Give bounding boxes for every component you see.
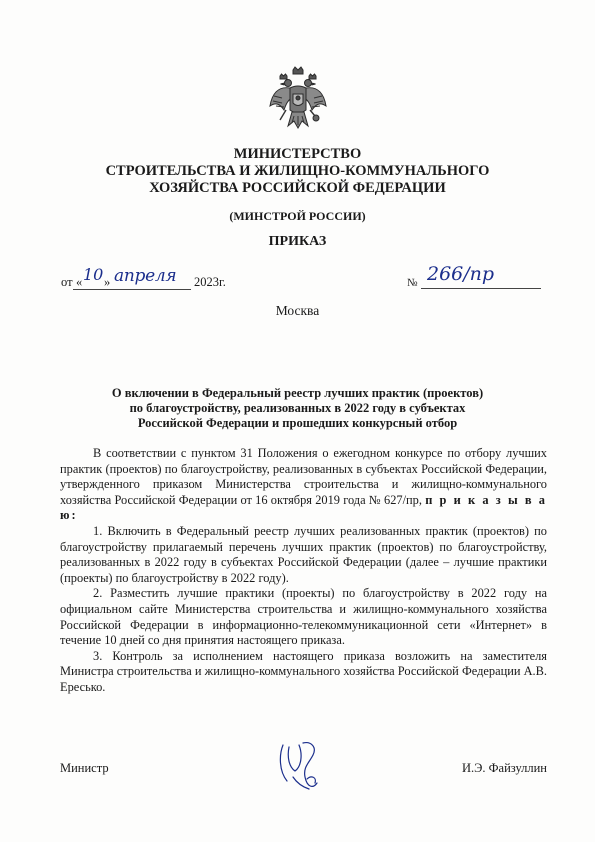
date-year: 2023г. <box>194 275 226 289</box>
ministry-name-line-1: МИНИСТЕРСТВО <box>233 146 362 162</box>
order-item-3: 3. Контроль за исполнением настоящего приказа возложить на заместителя Министра строительства и жилищно-коммунального хозяйства Российской Федерации А.В. Ересько. <box>60 648 547 694</box>
russian-coat-of-arms-icon <box>268 66 328 136</box>
date-underline <box>73 289 191 290</box>
preamble-paragraph <box>60 446 547 524</box>
document-type-title: ПРИКАЗ <box>268 234 327 249</box>
handwritten-signature-icon <box>273 737 325 793</box>
order-number-handwritten: 266/пр <box>427 263 495 285</box>
order-item-2: 2. Разместить лучшие практики (проекты) по благоустройству в 2022 году на официальном сайте Министерства строительства и жилищно-коммунального хозяйства Российской Федерации в информационно-телекоммуникационной сети «Интернет» в течение 10 дней со дня принятия настоящего приказа. <box>60 586 547 648</box>
city-name: Москва <box>275 303 320 318</box>
order-date <box>61 265 236 291</box>
order-word: п р и к а з ы в а ю: <box>60 492 547 523</box>
order-number <box>407 265 542 291</box>
signatory-position: Министр <box>60 761 109 775</box>
date-prefix: от <box>61 275 73 289</box>
date-month-handwritten: апреля <box>114 266 177 286</box>
ministry-name-line-2: СТРОИТЕЛЬСТВА И ЖИЛИЩНО-КОММУНАЛЬНОГО <box>105 163 490 179</box>
subject-line-3: Российской Федерации и прошедших конкурсный отбор <box>137 416 458 431</box>
order-item-1: 1. Включить в Федеральный реестр лучших реализованных практик (проектов) по благоустройству прилагаемый перечень лучших практик (проектов) по благоустройству, реализованных в 2022 году в субъектах Российской Федерации (далее – лучшие практики (проекты) по благоустройству в 2022 году). <box>60 523 547 585</box>
ministry-name <box>0 146 595 197</box>
date-quote-open: « <box>76 275 83 289</box>
number-sign: № <box>407 277 418 289</box>
subject-line-1: О включении в Федеральный реестр лучших практик (проектов) <box>111 386 484 400</box>
preamble-text: В соответствии с пунктом 31 Положения о ежегодном конкурсе по отбору лучших практик (проектов) по благоустройству, реализованных в субъектах Российской Федерации, утвержденного приказом Министерства строительства и жилищно-коммунального хозяйства Российской Федерации от 16 октября 2019 года № 627/пр, <box>60 446 547 507</box>
order-subject <box>60 386 535 432</box>
signature-block <box>60 757 547 787</box>
ministry-short-name: (МИНСТРОЙ РОССИИ) <box>229 209 366 223</box>
ministry-name-line-3: ХОЗЯЙСТВА РОССИЙСКОЙ ФЕДЕРАЦИИ <box>149 180 446 196</box>
subject-line-2: по благоустройству, реализованных в 2022 году в субъектах <box>129 401 466 416</box>
date-day-handwritten: 10 <box>83 265 104 284</box>
signatory-name: И.Э. Файзуллин <box>462 761 547 775</box>
date-quote-close: » <box>104 275 111 289</box>
order-body <box>60 446 547 696</box>
number-underline <box>421 288 541 289</box>
